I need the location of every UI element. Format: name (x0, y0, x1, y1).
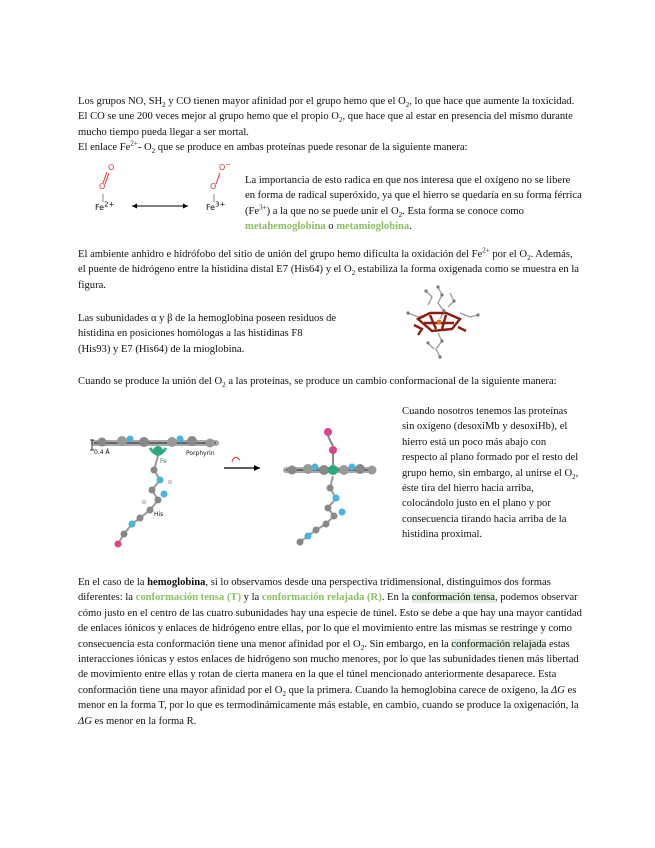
term-conformacion-tensa: conformación tensa (T) (135, 592, 241, 604)
delta-g: ΔG (78, 715, 92, 727)
text: En el caso de la (78, 577, 148, 588)
resonance-diagram (90, 162, 240, 220)
text: es menor en la forma T, por lo que es termodinámicamente más estable, en cambio, cuando se produce la oxigenación, la (78, 684, 579, 712)
arrow-right-icon (254, 465, 260, 471)
term-conformacion-relajada: conformación relajada (R) (261, 592, 382, 604)
fe-left (95, 200, 115, 212)
text: , que hace que al estar en presencia del mismo durante mucho tiempo pueda llegar a ser mortal. (78, 111, 573, 138)
fe-atom (437, 320, 442, 325)
subscript: 2 (405, 101, 410, 110)
text: por el O (489, 249, 528, 260)
subscript: 2 (338, 116, 343, 125)
text: El enlace Fe (78, 142, 131, 153)
delta-g: ΔG (551, 684, 565, 696)
fe-label: Fe (95, 203, 105, 212)
o2-approach-icon (232, 457, 240, 462)
text: . Esta forma se conoce como (402, 205, 524, 217)
superscript: 3+ (259, 203, 267, 212)
text: y la (241, 592, 262, 604)
text: . Sin embargo, en la (364, 638, 452, 650)
charge: 3+ (215, 200, 226, 209)
text: . (409, 221, 412, 233)
fe-label: Fe (206, 203, 216, 212)
term-metamioglobina: metamioglobina (336, 221, 410, 233)
fe-label: Fe (160, 458, 167, 465)
text: Los grupos NO, SH (78, 96, 163, 107)
text: que la primera. Cuando la hemoglobina carece de oxígeno, la (285, 684, 551, 696)
arrow-head-left-icon (132, 204, 137, 209)
o-label: O (219, 163, 226, 172)
paragraph-subunits (78, 311, 378, 357)
subscript: 2 (527, 254, 531, 263)
text: El ambiente anhidro e hidrófobo del sitio de unión del grupo hemo dificulta la oxidación del Fe (78, 249, 483, 260)
arrow-head-right-icon (183, 204, 188, 209)
paragraph-superoxide (245, 173, 582, 235)
term-metahemoglobina: metahemoglobina (245, 221, 326, 233)
superscript: 2+ (130, 139, 138, 148)
text: que se produce en ambas proteínas puede resonar de la siguiente manera: (155, 142, 468, 153)
subscript: 2 (151, 147, 156, 156)
text: - O (137, 142, 152, 153)
o-o-bond-right (216, 173, 220, 184)
subscript: 2 (351, 269, 356, 278)
text: , si lo observamos desde una perspectiva tridimensional, distinguimos dos formas diferentes: la (78, 577, 551, 604)
porphyrin-label: Porphyrin (186, 450, 215, 457)
text: es menor en la forma R. (91, 715, 197, 727)
charge: − (225, 160, 232, 169)
text: y CO tienen mayor afinidad por el grupo hemo que el O (165, 96, 406, 107)
paragraph-hemoglobin-conformations (78, 575, 582, 729)
superscript: 2+ (482, 246, 490, 255)
text: o (325, 221, 337, 233)
text: Cuando se produce la unión del O (78, 376, 223, 387)
fe-right (206, 200, 226, 212)
text-line: Las subunidades α y β de la hemoglobina poseen residuos de (78, 313, 337, 324)
text-line: (His93) y E7 (His64) de la mioglobina. (78, 343, 245, 355)
text: Cuando nosotros tenemos las proteínas sin oxígeno (desoxiMb y desoxiHb), el hierro está un poco más abajo con respecto al plano formado por el resto del grupo hemo, sin embargo, al unirse el O (402, 406, 579, 479)
text: La importancia de esto radica en que nos interesa que el oxígeno no se libere en forma de radical superóxido, ya que el hierro se quedaría en su forma férrica (Fe (245, 175, 582, 217)
text: , lo que hace que aumente la toxicidad. El CO se une 200 veces mejor al grupo hemo que el propio O (78, 96, 575, 123)
distance-label: 0.4 Å (94, 449, 110, 456)
text: estabiliza la forma oxigenada como se muestra en la figura. (78, 264, 579, 291)
subscript: 2 (360, 643, 365, 652)
subscript: 2 (572, 472, 576, 481)
paragraph-toxicity (78, 94, 582, 140)
text: estas interacciones iónicas y estos enlaces de hidrógeno son mucho menores, por lo que las subunidades tienen más libertad de movimiento entre ellas y rotan de cierta manera en la que el túnel mencionado anteriormente desaparece. Esta conformación tiene una mayor afinidad por el O (78, 638, 579, 696)
term-hemoglobina: hemoglobina (147, 577, 206, 588)
paragraph-hydrophobic-site (78, 247, 582, 293)
text: , éste tira del hierro hacia arriba, colocándolo justo en el plano y por consecuencia tirando hacia arriba de la histidina proximal. (402, 467, 579, 541)
o-top-right (219, 160, 232, 172)
highlight-conformacion-tensa: conformación tensa (411, 592, 495, 604)
text: , podemos observar cómo justo en el centro de las cuatro subunidades hay una especie de túnel. Esto se debe a que hay una mayor cantidad de enlaces iónicos y enlaces de hidrógeno entre ellas, por lo que el movimiento entre las mismas se restringe y como consecuencia esta conformación tiene una menor afinidad por el O (78, 592, 582, 650)
text: . Además, el puente de hidrógeno entre la histidina distal E7 (His64) y el O (78, 249, 573, 276)
subscript: 2 (282, 689, 286, 698)
o-mid-left: O (99, 182, 106, 191)
his-label: His (154, 511, 164, 518)
o-mid-right: O (210, 182, 217, 191)
text-line: histidina en posiciones homólogas a las histidinas F8 (78, 328, 303, 340)
heme-3d-figure (398, 283, 482, 365)
conformation-molecules (88, 408, 380, 558)
text: . En la (381, 592, 412, 604)
oxy-heme (286, 428, 377, 546)
highlight-conformacion-relajada: conformación relajada (451, 638, 547, 650)
text: a las proteínas, se produce un cambio conformacional de la siguiente manera: (225, 376, 557, 387)
subscript: 2 (162, 101, 166, 110)
conformational-change-figure (88, 408, 380, 558)
o-top-left: O (108, 163, 115, 172)
text: ) a la que no se puede unir el O (266, 205, 399, 217)
subscript: 2 (398, 210, 403, 219)
paragraph-resonance-intro (78, 140, 582, 155)
paragraph-deoxy-description (402, 404, 580, 543)
charge: 2+ (104, 200, 115, 209)
subscript: 2 (222, 381, 226, 390)
paragraph-conformational-change (78, 374, 582, 389)
